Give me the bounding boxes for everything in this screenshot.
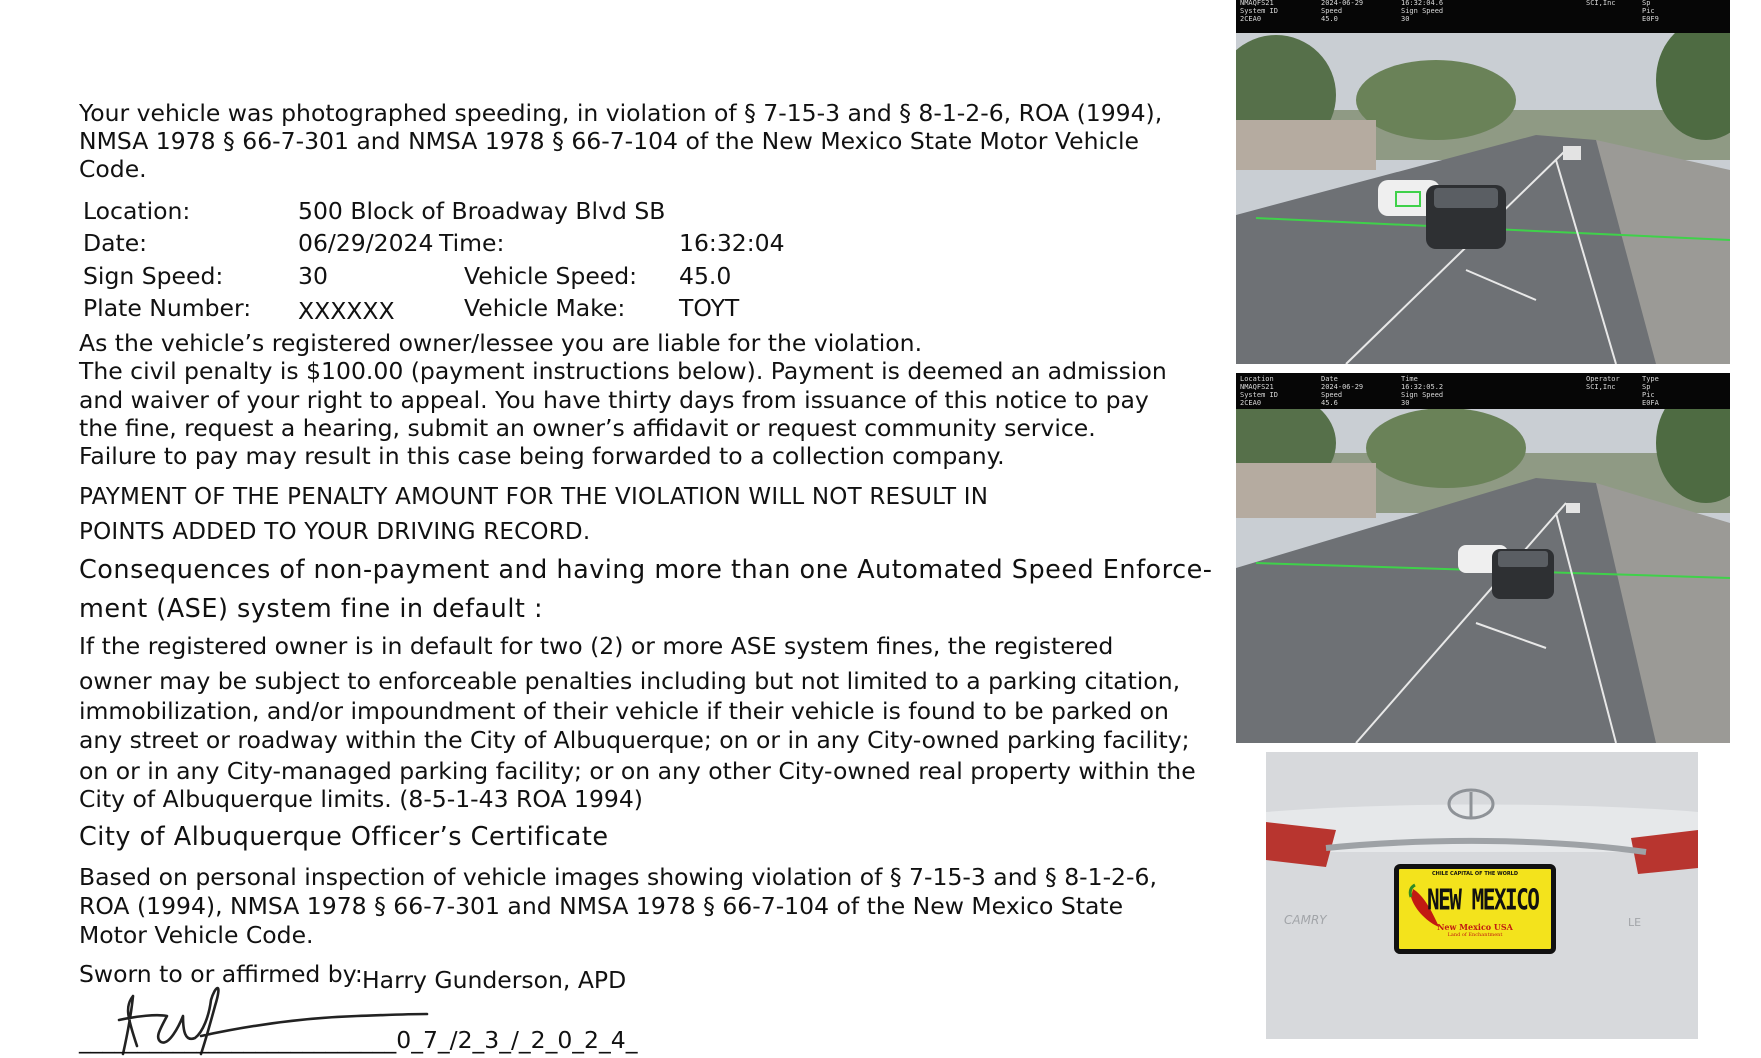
signature-date-line: ___________________________0_7_/2_3_/_2_0_2_4_ bbox=[79, 1026, 638, 1054]
points-notice-line-2: POINTS ADDED TO YOUR DRIVING RECORD. bbox=[79, 519, 591, 545]
consequences-line-4: any street or roadway within the City of Albuquerque; on or in any City-owned parking facility; bbox=[79, 726, 1190, 754]
liability-line-4: the fine, request a hearing, submit an owner’s affidavit or request community service. bbox=[79, 414, 1096, 442]
intro-line-3: Code. bbox=[79, 155, 147, 183]
p1-col-4: SCI,Inc bbox=[1586, 0, 1616, 7]
consequences-line-2: owner may be subject to enforceable penalties including but not limited to a parking citation, bbox=[79, 667, 1181, 695]
time-label: Time: bbox=[439, 229, 505, 257]
liability-line-3: and waiver of your right to appeal. You have thirty days from issuance of this notice to pay bbox=[79, 386, 1149, 414]
license-plate bbox=[1394, 864, 1556, 954]
certificate-heading: City of Albuquerque Officer’s Certificate bbox=[79, 822, 609, 852]
p2-col-4: Operator SCI,Inc bbox=[1586, 375, 1620, 391]
street-scene-2 bbox=[1236, 373, 1730, 743]
consequences-line-3: immobilization, and/or impoundment of their vehicle if their vehicle is found to be parked on bbox=[79, 697, 1169, 725]
vehicle-make-label: Vehicle Make: bbox=[464, 294, 626, 322]
consequences-heading-line-2: ment (ASE) system fine in default : bbox=[79, 594, 544, 624]
intro-line-1: Your vehicle was photographed speeding, in violation of § 7-15-3 and § 8-1-2-6, ROA (1994), bbox=[79, 99, 1163, 127]
vehicle-speed-label: Vehicle Speed: bbox=[464, 262, 638, 290]
sign-speed-label: Sign Speed: bbox=[83, 262, 224, 290]
p2-col-2: Date 2024-06-29 Speed 45.6 bbox=[1321, 375, 1364, 407]
liability-line-1: As the vehicle’s registered owner/lessee you are liable for the violation. bbox=[79, 329, 923, 357]
points-notice-line-1: PAYMENT OF THE PENALTY AMOUNT FOR THE VIOLATION WILL NOT RESULT IN bbox=[79, 484, 989, 510]
intro-line-2: NMSA 1978 § 66-7-301 and NMSA 1978 § 66-7-104 of the New Mexico State Motor Vehicle bbox=[79, 127, 1139, 155]
certificate-line-3: Motor Vehicle Code. bbox=[79, 921, 314, 949]
consequences-line-5: on or in any City-managed parking facility; or on any other City-owned real property within the bbox=[79, 757, 1196, 785]
p2-col-3: Time 16:32:05.2 Sign Speed 30 bbox=[1401, 375, 1444, 407]
license-plate-closeup bbox=[1266, 752, 1698, 1039]
p2-col-1: Location NMAQFS21 System ID 2CEA0 bbox=[1240, 375, 1278, 407]
plate-number-label: Plate Number: bbox=[83, 294, 252, 322]
plate-main-text: NEW MEXICO bbox=[1427, 884, 1539, 917]
sworn-label: Sworn to or affirmed by: bbox=[79, 960, 363, 988]
plate-state-text: New Mexico USA bbox=[1437, 922, 1513, 932]
sworn-name: Harry Gunderson, APD bbox=[362, 966, 627, 994]
time-value: 16:32:04 bbox=[679, 229, 785, 257]
plate-motto-text: Land of Enchantment bbox=[1447, 932, 1503, 938]
consequences-line-6: City of Albuquerque limits. (8-5-1-43 ROA 1994) bbox=[79, 785, 643, 813]
car-trim-emblem: LE bbox=[1628, 916, 1642, 929]
liability-line-5: Failure to pay may result in this case being forwarded to a collection company. bbox=[79, 442, 1005, 470]
consequences-line-1: If the registered owner is in default for two (2) or more ASE system fines, the registered bbox=[79, 632, 1114, 660]
plate-number-value: XXXXXX bbox=[298, 297, 395, 325]
date-label: Date: bbox=[83, 229, 148, 257]
plate-top-text: CHILE CAPITAL OF THE WORLD bbox=[1431, 871, 1519, 877]
liability-line-2: The civil penalty is $100.00 (payment instructions below). Payment is deemed an admission bbox=[79, 357, 1167, 385]
p1-col-1: NMAQFS21 System ID 2CEA0 bbox=[1240, 0, 1278, 23]
location-label: Location: bbox=[83, 197, 191, 225]
street-scene-1 bbox=[1236, 0, 1730, 364]
consequences-heading-line-1: Consequences of non-payment and having more than one Automated Speed Enforce- bbox=[79, 555, 1213, 585]
camera-photo-2 bbox=[1236, 373, 1730, 743]
location-value: 500 Block of Broadway Blvd SB bbox=[298, 197, 666, 225]
certificate-line-1: Based on personal inspection of vehicle images showing violation of § 7-15-3 and § 8-1-2-6, bbox=[79, 863, 1157, 891]
photo-2-data-bar bbox=[1236, 373, 1730, 409]
photo-1-data-bar bbox=[1236, 0, 1730, 33]
p1-col-2: 2024-06-29 Speed 45.0 bbox=[1321, 0, 1364, 23]
p1-col-3: 16:32:04.6 Sign Speed 30 bbox=[1401, 0, 1444, 23]
p2-col-5: Type Sp Pic E0FA bbox=[1642, 375, 1659, 407]
p1-col-5: Sp Pic E0F9 bbox=[1642, 0, 1659, 23]
camera-photo-1 bbox=[1236, 0, 1730, 364]
car-model-emblem: CAMRY bbox=[1284, 913, 1327, 927]
date-value: 06/29/2024 bbox=[298, 229, 434, 257]
sign-speed-value: 30 bbox=[298, 262, 328, 290]
vehicle-speed-value: 45.0 bbox=[679, 262, 732, 290]
certificate-line-2: ROA (1994), NMSA 1978 § 66-7-301 and NMSA 1978 § 66-7-104 of the New Mexico State bbox=[79, 892, 1124, 920]
vehicle-make-value: TOYT bbox=[679, 294, 740, 322]
